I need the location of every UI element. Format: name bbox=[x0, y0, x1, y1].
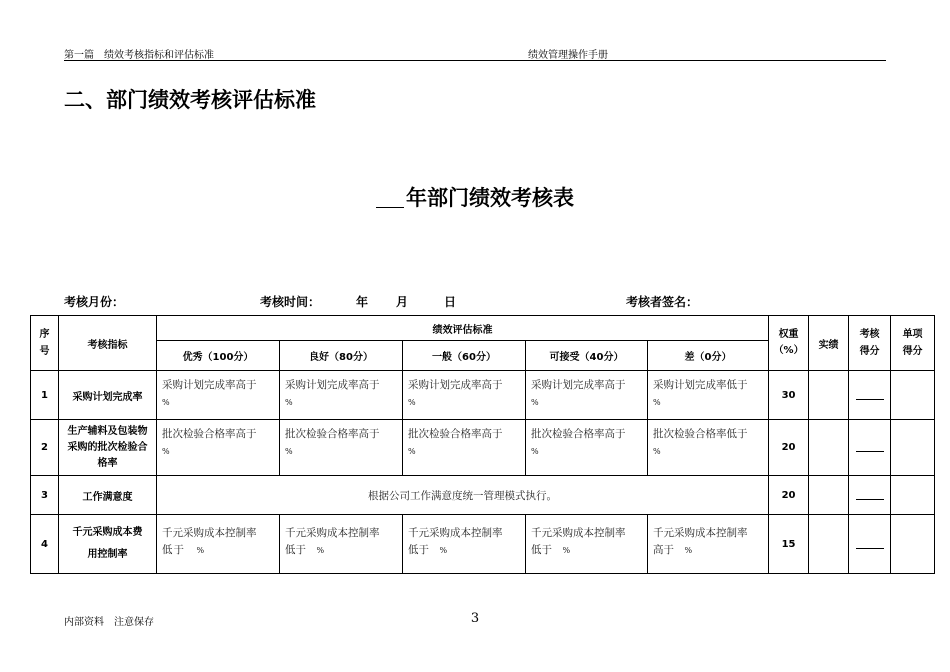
month-label: 考核月份： bbox=[64, 295, 125, 309]
criteria-cell: 千元采购成本控制率 高于 % bbox=[648, 515, 769, 574]
score-blank bbox=[856, 499, 884, 500]
col-weight-header: 权重（%） bbox=[769, 316, 809, 371]
level-header: 可接受（40分） bbox=[526, 341, 648, 371]
level-header: 差（0分） bbox=[648, 341, 769, 371]
score-blank bbox=[856, 548, 884, 549]
header-rule bbox=[64, 60, 886, 61]
row-seq: 1 bbox=[31, 371, 59, 420]
item-score-cell bbox=[891, 371, 935, 420]
score-blank bbox=[856, 451, 884, 452]
criteria-cell: 批次检验合格率高于 % bbox=[403, 420, 526, 476]
criteria-cell: 批次检验合格率高于 % bbox=[280, 420, 403, 476]
actual-cell bbox=[809, 515, 849, 574]
row-indicator: 采购计划完成率 bbox=[59, 371, 157, 420]
col-indicator-header: 考核指标 bbox=[59, 316, 157, 371]
criteria-cell: 千元采购成本控制率 低于 % bbox=[403, 515, 526, 574]
actual-cell bbox=[809, 476, 849, 515]
assessment-table bbox=[30, 315, 935, 574]
score-blank bbox=[856, 399, 884, 400]
criteria-cell: 采购计划完成率高于 % bbox=[526, 371, 648, 420]
row-seq: 2 bbox=[31, 420, 59, 476]
row-indicator: 千元采购成本费用控制率 bbox=[59, 515, 157, 574]
criteria-cell: 千元采购成本控制率 低于 % bbox=[157, 515, 280, 574]
row-weight: 20 bbox=[769, 476, 809, 515]
col-score-header: 考核得分 bbox=[849, 316, 891, 371]
form-title-text: 年部门绩效考核表 bbox=[406, 186, 574, 210]
actual-cell bbox=[809, 420, 849, 476]
level-header: 一般（60分） bbox=[403, 341, 526, 371]
criteria-cell: 采购计划完成率高于 % bbox=[280, 371, 403, 420]
criteria-cell: 采购计划完成率高于 % bbox=[403, 371, 526, 420]
time-month: 月 bbox=[396, 295, 409, 309]
col-seq-header: 序号 bbox=[31, 316, 59, 371]
score-cell bbox=[849, 371, 891, 420]
criteria-cell: 千元采购成本控制率 低于 % bbox=[526, 515, 648, 574]
row-weight: 30 bbox=[769, 371, 809, 420]
year-blank bbox=[376, 207, 404, 208]
criteria-cell: 批次检验合格率高于 % bbox=[157, 420, 280, 476]
time-day: 日 bbox=[444, 295, 457, 309]
score-cell bbox=[849, 420, 891, 476]
score-cell bbox=[849, 515, 891, 574]
actual-cell bbox=[809, 371, 849, 420]
row-seq: 4 bbox=[31, 515, 59, 574]
col-actual-header: 实绩 bbox=[809, 316, 849, 371]
table-row bbox=[31, 371, 935, 420]
form-title bbox=[0, 182, 950, 212]
time-label: 考核时间： bbox=[260, 295, 321, 309]
merged-criteria-cell: 根据公司工作满意度统一管理模式执行。 bbox=[157, 476, 769, 515]
section-title: 二、部门绩效考核评估标准 bbox=[64, 88, 316, 112]
criteria-cell: 批次检验合格率低于 % bbox=[648, 420, 769, 476]
level-header: 优秀（100分） bbox=[157, 341, 280, 371]
table-row bbox=[31, 476, 935, 515]
row-indicator: 工作满意度 bbox=[59, 476, 157, 515]
page-number: 3 bbox=[470, 611, 480, 626]
item-score-cell bbox=[891, 476, 935, 515]
footer-note: 内部资料 注意保存 bbox=[64, 617, 154, 628]
col-item-score-header: 单项得分 bbox=[891, 316, 935, 371]
row-indicator: 生产辅料及包装物采购的批次检验合格率 bbox=[59, 420, 157, 476]
time-year: 年 bbox=[356, 295, 369, 309]
signer-label: 考核者签名： bbox=[626, 295, 699, 309]
item-score-cell bbox=[891, 515, 935, 574]
table-row bbox=[31, 515, 935, 574]
header-left: 第一篇 绩效考核指标和评估标准 bbox=[64, 50, 214, 61]
criteria-cell: 采购计划完成率高于 % bbox=[157, 371, 280, 420]
criteria-cell: 千元采购成本控制率 低于 % bbox=[280, 515, 403, 574]
row-weight: 20 bbox=[769, 420, 809, 476]
level-header: 良好（80分） bbox=[280, 341, 403, 371]
header-right: 绩效管理操作手册 bbox=[528, 50, 608, 61]
criteria-cell: 采购计划完成率低于 % bbox=[648, 371, 769, 420]
table-row bbox=[31, 420, 935, 476]
row-seq: 3 bbox=[31, 476, 59, 515]
row-weight: 15 bbox=[769, 515, 809, 574]
item-score-cell bbox=[891, 420, 935, 476]
score-cell bbox=[849, 476, 891, 515]
col-standard-header: 绩效评估标准 bbox=[157, 316, 769, 341]
criteria-cell: 批次检验合格率高于 % bbox=[526, 420, 648, 476]
